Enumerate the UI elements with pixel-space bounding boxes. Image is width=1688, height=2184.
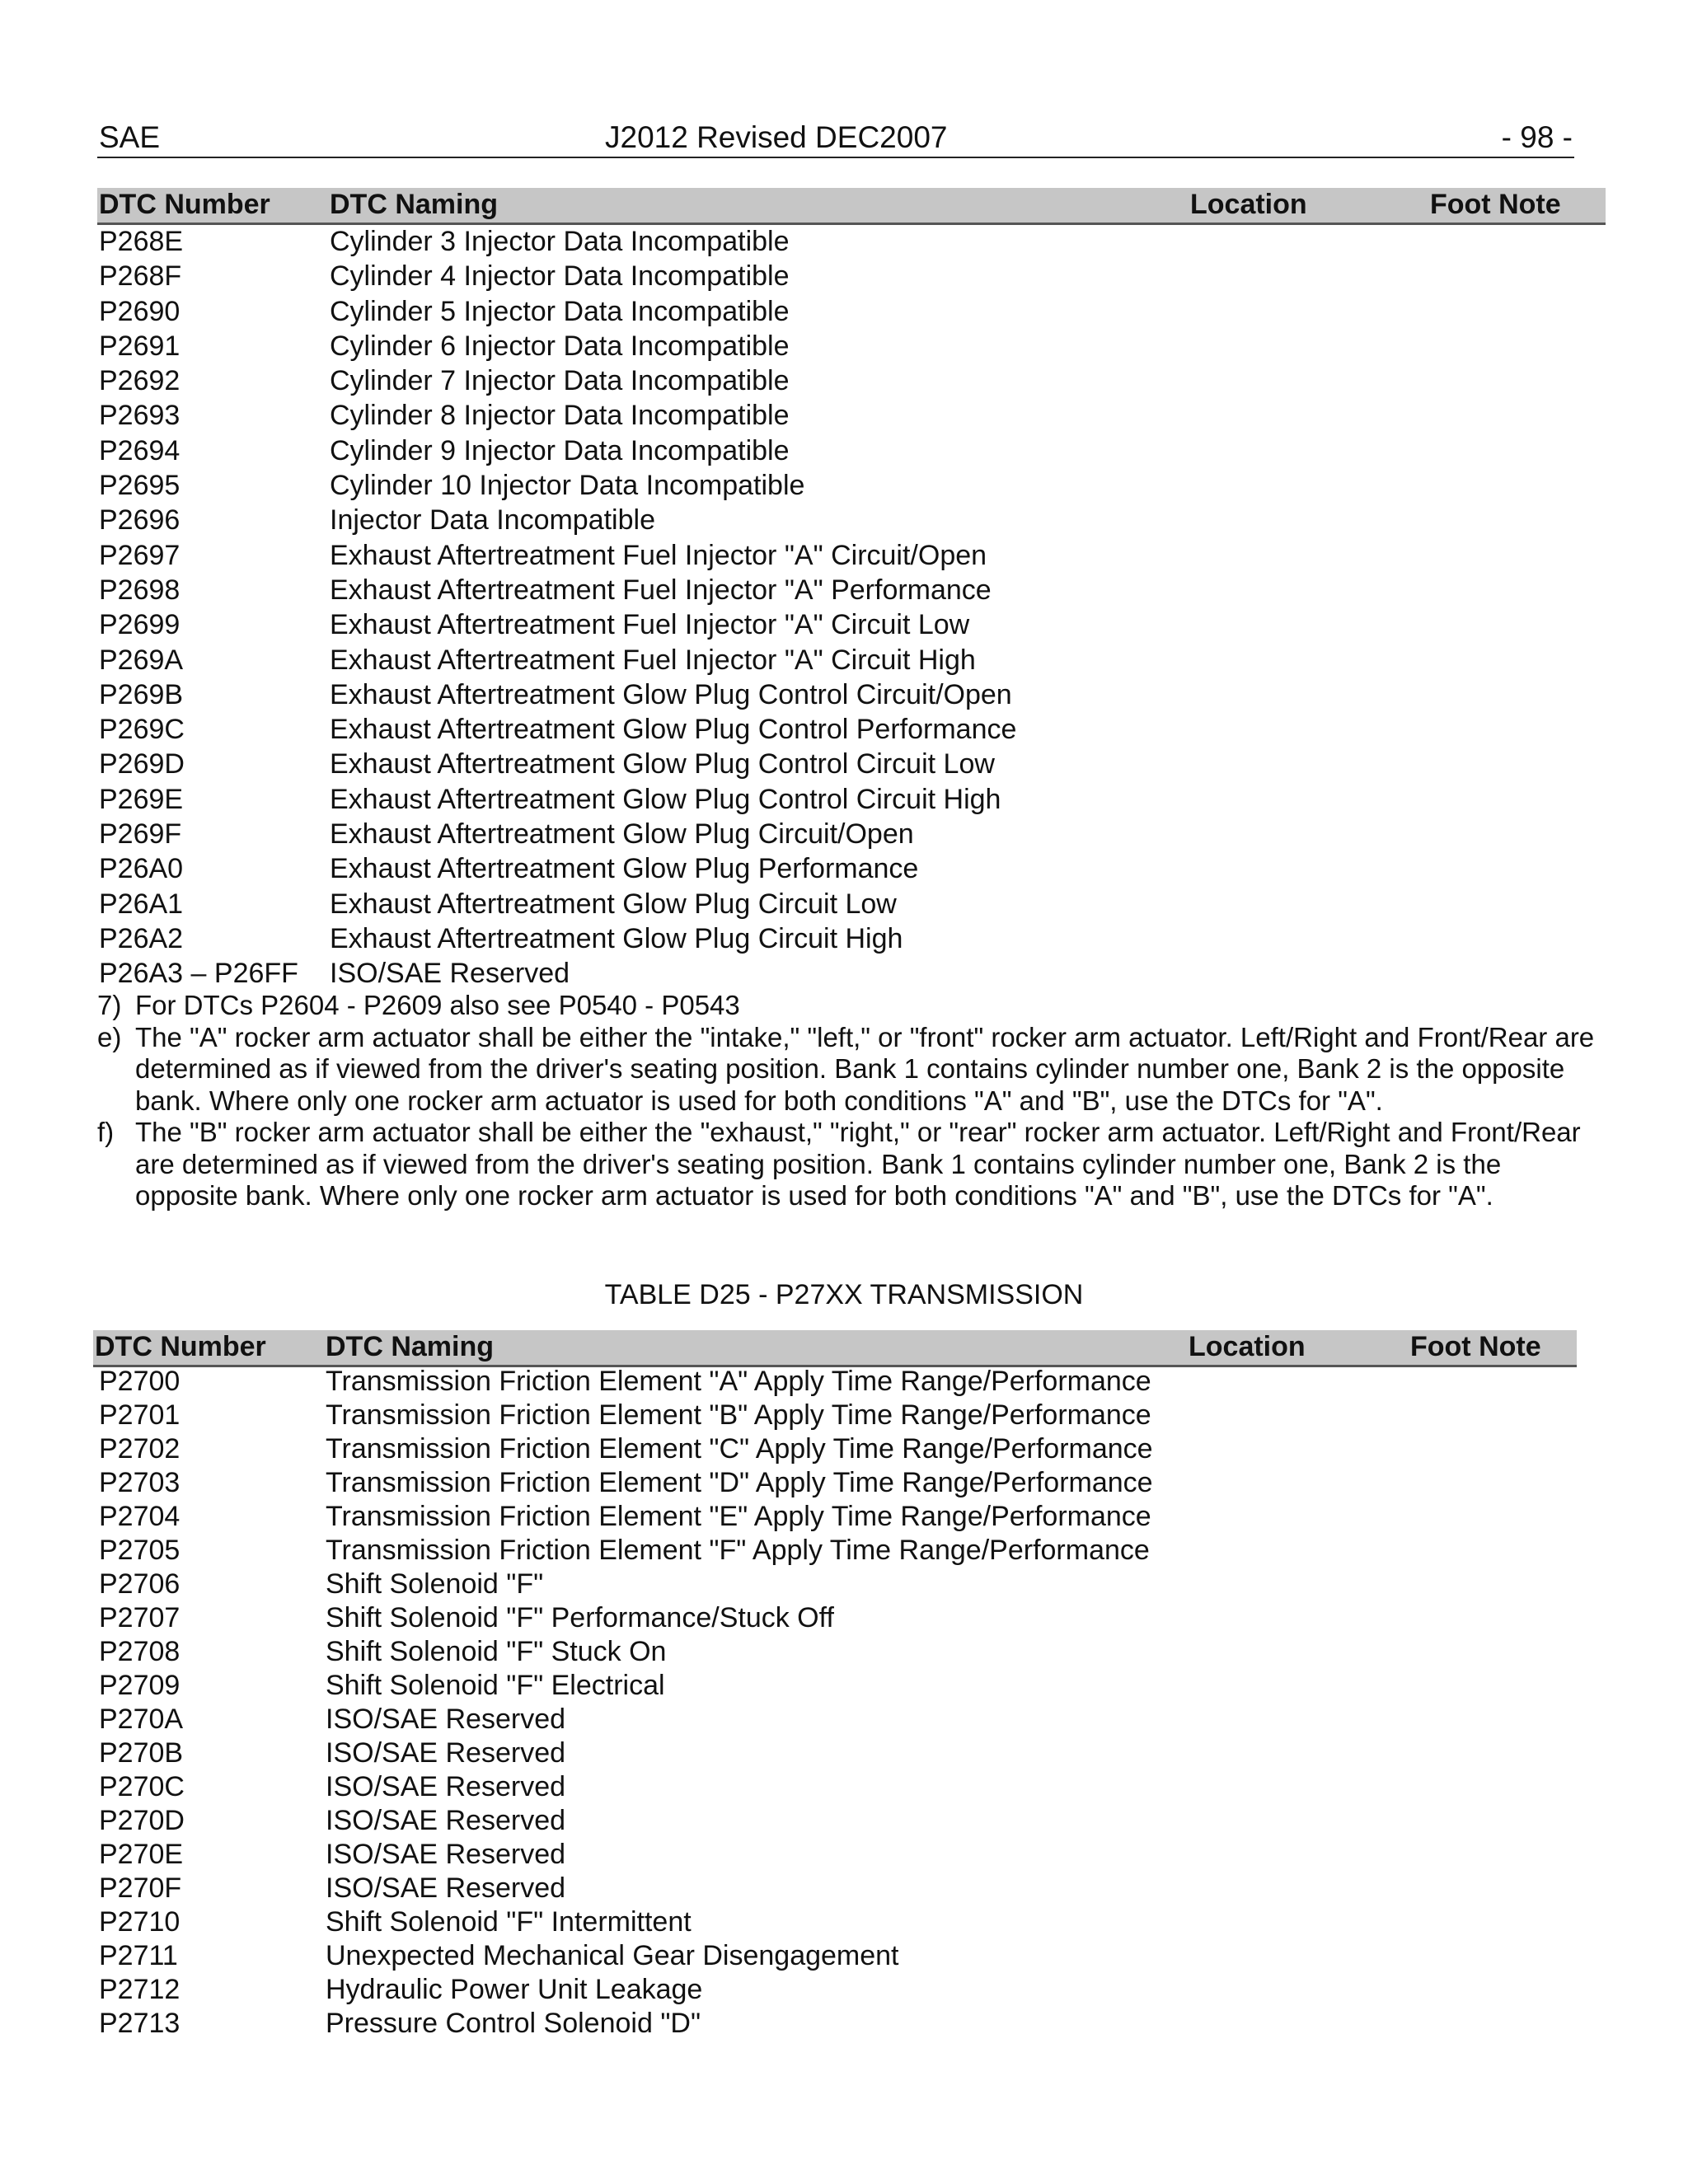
dtc-name: Shift Solenoid "F" Performance/Stuck Off xyxy=(326,1602,834,1633)
dtc-name: Exhaust Aftertreatment Fuel Injector "A" Circuit Low xyxy=(330,609,970,641)
dtc-code: P2713 xyxy=(99,2008,181,2039)
dtc-code: P2702 xyxy=(99,1433,181,1465)
table-row xyxy=(97,435,1606,470)
dtc-code: P2699 xyxy=(99,609,181,641)
dtc-name: Exhaust Aftertreatment Fuel Injector "A" Circuit/Open xyxy=(330,539,987,571)
dtc-name: Shift Solenoid "F" Electrical xyxy=(326,1670,665,1701)
table-row xyxy=(97,330,1606,365)
dtc-code: P2693 xyxy=(99,400,181,432)
table-row xyxy=(97,818,1606,853)
table-row xyxy=(97,540,1606,574)
footnote-marker: e) xyxy=(97,1021,122,1052)
table-row xyxy=(97,644,1606,679)
table-row xyxy=(97,958,1606,992)
footnote-item xyxy=(97,990,1606,1022)
table-row xyxy=(97,1872,1581,1906)
dtc-code: P269D xyxy=(99,748,185,780)
dtc-name: Unexpected Mechanical Gear Disengagement xyxy=(326,1940,899,1971)
dtc-code: P26A0 xyxy=(99,853,184,885)
table-row xyxy=(97,1535,1581,1568)
dtc-name: ISO/SAE Reserved xyxy=(326,1872,566,1904)
page-header xyxy=(97,115,1574,158)
table-row xyxy=(97,1704,1581,1737)
table-row xyxy=(97,2008,1581,2041)
dtc-name: Exhaust Aftertreatment Glow Plug Circuit/Open xyxy=(330,818,914,851)
dtc-name: Cylinder 7 Injector Data Incompatible xyxy=(330,365,790,397)
table2-body xyxy=(97,1366,1581,2041)
dtc-code: P269E xyxy=(99,783,184,815)
dtc-name: Transmission Friction Element "D" Apply Time Range/Performance xyxy=(326,1467,1153,1498)
footnote-text: The "B" rocker arm actuator shall be either the "exhaust," "right," or "rear" rocker arm actuator. Left/Right and Front/Rear are determined as if viewed from the driver's seating position. Bank 1 contains cylinder number one, Bank 2 is the opposite bank. Where only one rocker arm actuator is used for both conditions "A" and "B", use the DTCs for "A". xyxy=(135,1117,1581,1211)
dtc-name: Cylinder 10 Injector Data Incompatible xyxy=(330,470,805,502)
dtc-code: P2703 xyxy=(99,1467,181,1498)
dtc-name: Cylinder 8 Injector Data Incompatible xyxy=(330,400,790,432)
table-row xyxy=(97,609,1606,644)
dtc-name: Exhaust Aftertreatment Glow Plug Control Circuit/Open xyxy=(330,678,1012,710)
column-location: Location xyxy=(1189,1331,1306,1362)
dtc-name: Exhaust Aftertreatment Glow Plug Performance xyxy=(330,853,919,885)
column-foot-note: Foot Note xyxy=(1430,189,1561,220)
table1-header xyxy=(97,188,1606,225)
dtc-code: P2696 xyxy=(99,504,181,537)
dtc-name: Exhaust Aftertreatment Glow Plug Circuit Low xyxy=(330,888,897,920)
dtc-code: P2698 xyxy=(99,574,181,606)
dtc-name: Cylinder 5 Injector Data Incompatible xyxy=(330,295,790,327)
table-row xyxy=(97,923,1606,958)
dtc-name: Cylinder 9 Injector Data Incompatible xyxy=(330,434,790,466)
dtc-name: Transmission Friction Element "F" Apply Time Range/Performance xyxy=(326,1535,1150,1566)
dtc-code: P2695 xyxy=(99,470,181,502)
dtc-code: P2692 xyxy=(99,365,181,397)
dtc-code: P2708 xyxy=(99,1636,181,1667)
footnote-item xyxy=(97,1022,1606,1118)
dtc-name: Cylinder 6 Injector Data Incompatible xyxy=(330,330,790,362)
dtc-name: Cylinder 3 Injector Data Incompatible xyxy=(330,226,790,257)
dtc-name: ISO/SAE Reserved xyxy=(326,1771,566,1802)
dtc-code: P26A1 xyxy=(99,888,184,920)
table-row xyxy=(97,853,1606,888)
dtc-code: P2707 xyxy=(99,1602,181,1633)
table-row xyxy=(97,574,1606,609)
dtc-code: P26A3 – P26FF xyxy=(99,958,298,990)
dtc-code: P270B xyxy=(99,1737,184,1769)
dtc-code: P269F xyxy=(99,818,182,851)
dtc-code: P270F xyxy=(99,1872,182,1904)
dtc-name: Cylinder 4 Injector Data Incompatible xyxy=(330,260,790,293)
table-row xyxy=(97,1805,1581,1839)
dtc-name: Transmission Friction Element "A" Apply Time Range/Performance xyxy=(326,1366,1151,1397)
table-row xyxy=(97,1974,1581,2008)
table-row xyxy=(97,888,1606,923)
table-row xyxy=(97,1940,1581,1974)
table-row xyxy=(97,1602,1581,1636)
table-row xyxy=(97,470,1606,504)
table-row xyxy=(97,1568,1581,1602)
dtc-code: P270C xyxy=(99,1771,185,1802)
dtc-name: Exhaust Aftertreatment Glow Plug Control Performance xyxy=(330,714,1017,746)
dtc-code: P2694 xyxy=(99,434,181,466)
dtc-code: P269C xyxy=(99,714,185,746)
footnote-marker: 7) xyxy=(97,990,122,1020)
dtc-name: ISO/SAE Reserved xyxy=(326,1839,566,1870)
table-row xyxy=(97,365,1606,400)
table2-title: TABLE D25 - P27XX TRANSMISSION xyxy=(604,1279,1084,1310)
dtc-name: Transmission Friction Element "C" Apply Time Range/Performance xyxy=(326,1433,1153,1465)
column-location: Location xyxy=(1190,189,1307,220)
dtc-name: Shift Solenoid "F" xyxy=(326,1568,544,1600)
dtc-code: P26A2 xyxy=(99,922,184,954)
footnote-text: For DTCs P2604 - P2609 also see P0540 - P0543 xyxy=(135,990,740,1020)
table-row xyxy=(97,1839,1581,1872)
table-row xyxy=(97,1906,1581,1940)
footnote-marker: f) xyxy=(97,1117,115,1147)
dtc-code: P2711 xyxy=(99,1940,178,1971)
table2-header xyxy=(93,1330,1577,1367)
dtc-code: P270E xyxy=(99,1839,184,1870)
dtc-code: P2700 xyxy=(99,1366,181,1397)
dtc-code: P2706 xyxy=(99,1568,181,1600)
table-row xyxy=(97,296,1606,330)
dtc-code: P2690 xyxy=(99,295,181,327)
table-row xyxy=(97,1771,1581,1805)
column-dtc-naming: DTC Naming xyxy=(326,1331,494,1362)
dtc-name: ISO/SAE Reserved xyxy=(330,958,570,990)
dtc-code: P2712 xyxy=(99,1974,181,2005)
dtc-name: Hydraulic Power Unit Leakage xyxy=(326,1974,703,2005)
table-row xyxy=(97,714,1606,748)
header-document-id: J2012 Revised DEC2007 xyxy=(605,120,948,154)
table-row xyxy=(97,1501,1581,1535)
table-row xyxy=(97,504,1606,539)
column-foot-note: Foot Note xyxy=(1410,1331,1541,1362)
table-row xyxy=(97,748,1606,783)
table-row xyxy=(97,1467,1581,1501)
dtc-name: Exhaust Aftertreatment Fuel Injector "A" Performance xyxy=(330,574,992,606)
table-row xyxy=(97,1670,1581,1704)
dtc-code: P269B xyxy=(99,678,184,710)
table-row xyxy=(97,679,1606,714)
dtc-name: ISO/SAE Reserved xyxy=(326,1737,566,1769)
column-dtc-number: DTC Number xyxy=(95,1331,266,1362)
dtc-name: Exhaust Aftertreatment Glow Plug Control Circuit High xyxy=(330,783,1001,815)
dtc-code: P268F xyxy=(99,260,182,293)
table-row xyxy=(97,1433,1581,1467)
dtc-code: P270D xyxy=(99,1805,185,1836)
table-row xyxy=(97,226,1606,260)
dtc-name: Exhaust Aftertreatment Glow Plug Control Circuit Low xyxy=(330,748,995,780)
dtc-code: P2701 xyxy=(99,1399,181,1431)
dtc-name: Shift Solenoid "F" Intermittent xyxy=(326,1906,692,1938)
footnote-item xyxy=(97,1117,1606,1212)
header-page-number: - 98 - xyxy=(1501,120,1573,154)
table-row xyxy=(97,1399,1581,1433)
table-row xyxy=(97,784,1606,818)
dtc-code: P2705 xyxy=(99,1535,181,1566)
table-row xyxy=(97,1636,1581,1670)
table-row xyxy=(97,260,1606,295)
dtc-code: P2691 xyxy=(99,330,181,362)
dtc-code: P2709 xyxy=(99,1670,181,1701)
header-org: SAE xyxy=(99,120,161,154)
dtc-name: Transmission Friction Element "E" Apply Time Range/Performance xyxy=(326,1501,1151,1532)
dtc-name: Exhaust Aftertreatment Fuel Injector "A" Circuit High xyxy=(330,644,976,676)
dtc-name: ISO/SAE Reserved xyxy=(326,1704,566,1735)
footnote-text: The "A" rocker arm actuator shall be either the "intake," "left," or "front" rocker arm actuator. Left/Right and Front/Rear are determined as if viewed from the driver's seating position. Bank 1 contains cylinder number one, Bank 2 is the opposite bank. Where only one rocker arm actuator is used for both conditions "A" and "B", use the DTCs for "A". xyxy=(135,1021,1595,1116)
dtc-code: P268E xyxy=(99,226,184,257)
table-row xyxy=(97,1366,1581,1399)
dtc-code: P269A xyxy=(99,644,184,676)
column-dtc-naming: DTC Naming xyxy=(330,189,498,220)
dtc-name: Injector Data Incompatible xyxy=(330,504,655,537)
dtc-code: P2704 xyxy=(99,1501,181,1532)
dtc-name: Exhaust Aftertreatment Glow Plug Circuit High xyxy=(330,922,903,954)
dtc-code: P2710 xyxy=(99,1906,181,1938)
table1-body xyxy=(97,226,1606,993)
dtc-name: Shift Solenoid "F" Stuck On xyxy=(326,1636,667,1667)
dtc-code: P270A xyxy=(99,1704,184,1735)
dtc-code: P2697 xyxy=(99,539,181,571)
footnotes xyxy=(97,990,1606,1212)
column-dtc-number: DTC Number xyxy=(99,189,270,220)
dtc-name: Pressure Control Solenoid "D" xyxy=(326,2008,701,2039)
dtc-name: ISO/SAE Reserved xyxy=(326,1805,566,1836)
table-row xyxy=(97,1737,1581,1771)
table-row xyxy=(97,400,1606,434)
dtc-name: Transmission Friction Element "B" Apply Time Range/Performance xyxy=(326,1399,1151,1431)
